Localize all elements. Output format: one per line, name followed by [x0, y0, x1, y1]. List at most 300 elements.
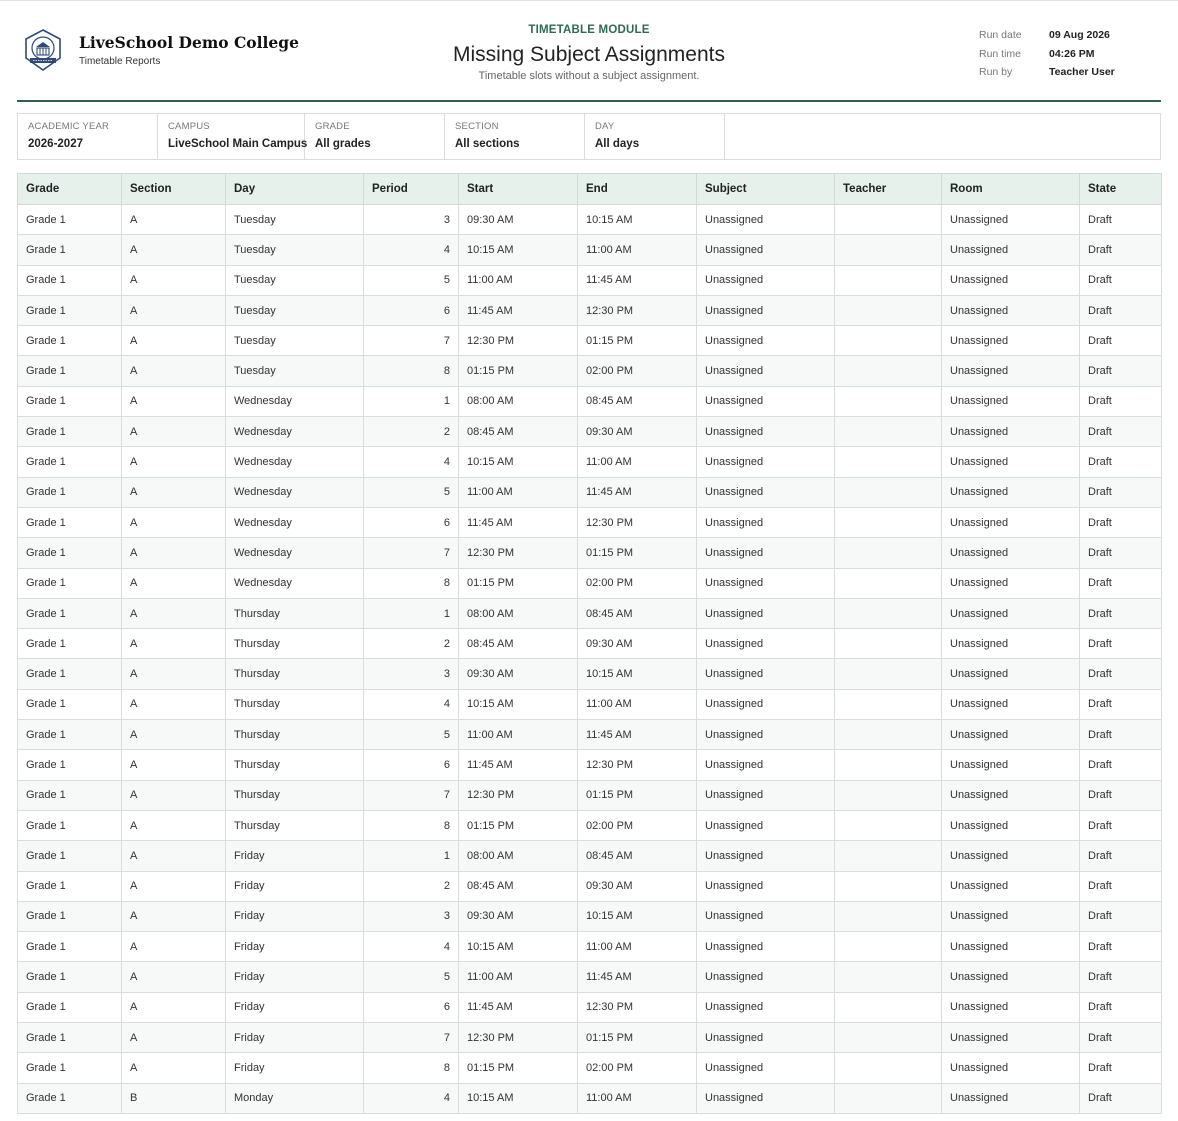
- section-cell: A: [122, 568, 226, 598]
- day-cell: Thursday: [226, 810, 364, 840]
- table-row[interactable]: [18, 417, 1162, 447]
- end-cell: 08:45 AM: [578, 841, 697, 871]
- teacher-cell: [835, 447, 942, 477]
- table-row[interactable]: [18, 568, 1162, 598]
- grade-cell: Grade 1: [18, 659, 122, 689]
- section-cell: A: [122, 295, 226, 325]
- day-cell: Tuesday: [226, 356, 364, 386]
- teacher-cell: [835, 932, 942, 962]
- grade-cell: Grade 1: [18, 1023, 122, 1053]
- period-cell: 8: [364, 568, 459, 598]
- subject-cell: Unassigned: [697, 841, 835, 871]
- teacher-cell: [835, 750, 942, 780]
- period-cell: 8: [364, 356, 459, 386]
- day-cell: Tuesday: [226, 326, 364, 356]
- end-cell: 01:15 PM: [578, 538, 697, 568]
- day-cell: Thursday: [226, 598, 364, 628]
- table-row[interactable]: [18, 629, 1162, 659]
- start-cell: 12:30 PM: [459, 1023, 578, 1053]
- period-cell: 4: [364, 447, 459, 477]
- grade-cell: Grade 1: [18, 295, 122, 325]
- subject-cell: Unassigned: [697, 356, 835, 386]
- table-row[interactable]: [18, 507, 1162, 537]
- end-cell: 02:00 PM: [578, 356, 697, 386]
- end-cell: 12:30 PM: [578, 507, 697, 537]
- day-cell: Friday: [226, 1023, 364, 1053]
- room-cell: Unassigned: [942, 720, 1080, 750]
- period-cell: 2: [364, 629, 459, 659]
- table-row[interactable]: [18, 659, 1162, 689]
- end-cell: 11:00 AM: [578, 447, 697, 477]
- subject-cell: Unassigned: [697, 992, 835, 1022]
- period-cell: 8: [364, 1053, 459, 1083]
- state-cell: Draft: [1080, 992, 1162, 1022]
- table-row[interactable]: [18, 1023, 1162, 1053]
- state-cell: Draft: [1080, 1053, 1162, 1083]
- table-row[interactable]: [18, 538, 1162, 568]
- end-cell: 11:45 AM: [578, 720, 697, 750]
- state-cell: Draft: [1080, 659, 1162, 689]
- start-cell: 11:00 AM: [459, 477, 578, 507]
- start-cell: 01:15 PM: [459, 1053, 578, 1083]
- period-cell: 5: [364, 962, 459, 992]
- grade-cell: Grade 1: [18, 780, 122, 810]
- table-row[interactable]: [18, 992, 1162, 1022]
- day-cell: Tuesday: [226, 235, 364, 265]
- state-cell: Draft: [1080, 629, 1162, 659]
- teacher-cell: [835, 295, 942, 325]
- filter-section: [445, 114, 585, 159]
- subject-cell: Unassigned: [697, 417, 835, 447]
- teacher-cell: [835, 417, 942, 447]
- teacher-cell: [835, 689, 942, 719]
- grade-cell: Grade 1: [18, 417, 122, 447]
- table-row[interactable]: [18, 901, 1162, 931]
- state-cell: Draft: [1080, 1023, 1162, 1053]
- section-cell: A: [122, 538, 226, 568]
- state-cell: Draft: [1080, 295, 1162, 325]
- period-cell: 3: [364, 901, 459, 931]
- state-cell: Draft: [1080, 417, 1162, 447]
- room-cell: Unassigned: [942, 477, 1080, 507]
- start-cell: 01:15 PM: [459, 810, 578, 840]
- section-cell: A: [122, 720, 226, 750]
- subject-cell: Unassigned: [697, 386, 835, 416]
- table-header-row: [18, 174, 1162, 205]
- column-header-day[interactable]: Day: [226, 174, 364, 205]
- state-cell: Draft: [1080, 750, 1162, 780]
- grade-cell: Grade 1: [18, 326, 122, 356]
- period-cell: 2: [364, 417, 459, 447]
- section-cell: A: [122, 598, 226, 628]
- start-cell: 11:45 AM: [459, 992, 578, 1022]
- start-cell: 12:30 PM: [459, 538, 578, 568]
- state-cell: Draft: [1080, 205, 1162, 235]
- day-cell: Wednesday: [226, 538, 364, 568]
- table-row[interactable]: [18, 265, 1162, 295]
- start-cell: 08:45 AM: [459, 629, 578, 659]
- start-cell: 08:45 AM: [459, 417, 578, 447]
- teacher-cell: [835, 568, 942, 598]
- start-cell: 10:15 AM: [459, 235, 578, 265]
- filter-value: LiveSchool Main Campus: [168, 138, 308, 150]
- room-cell: Unassigned: [942, 810, 1080, 840]
- teacher-cell: [835, 659, 942, 689]
- table-row[interactable]: [18, 235, 1162, 265]
- room-cell: Unassigned: [942, 932, 1080, 962]
- section-cell: A: [122, 901, 226, 931]
- day-cell: Friday: [226, 962, 364, 992]
- period-cell: 4: [364, 932, 459, 962]
- room-cell: Unassigned: [942, 780, 1080, 810]
- school-name: LiveSchool Demo College: [79, 32, 299, 52]
- grade-cell: Grade 1: [18, 386, 122, 416]
- grade-cell: Grade 1: [18, 992, 122, 1022]
- end-cell: 08:45 AM: [578, 598, 697, 628]
- state-cell: Draft: [1080, 507, 1162, 537]
- report-page: [17, 0, 1161, 1105]
- table-row[interactable]: [18, 477, 1162, 507]
- day-cell: Thursday: [226, 780, 364, 810]
- teacher-cell: [835, 356, 942, 386]
- day-cell: Friday: [226, 841, 364, 871]
- table-row[interactable]: [18, 205, 1162, 235]
- grade-cell: Grade 1: [18, 871, 122, 901]
- section-cell: A: [122, 417, 226, 447]
- column-header-period[interactable]: Period: [364, 174, 459, 205]
- room-cell: Unassigned: [942, 235, 1080, 265]
- room-cell: Unassigned: [942, 205, 1080, 235]
- column-header-grade[interactable]: Grade: [18, 174, 122, 205]
- period-cell: 4: [364, 1083, 459, 1113]
- end-cell: 10:15 AM: [578, 901, 697, 931]
- end-cell: 01:15 PM: [578, 326, 697, 356]
- start-cell: 11:45 AM: [459, 295, 578, 325]
- state-cell: Draft: [1080, 932, 1162, 962]
- end-cell: 11:45 AM: [578, 265, 697, 295]
- run-date-value: 09 Aug 2026: [1049, 29, 1110, 42]
- subject-cell: Unassigned: [697, 689, 835, 719]
- state-cell: Draft: [1080, 447, 1162, 477]
- start-cell: 08:00 AM: [459, 386, 578, 416]
- teacher-cell: [835, 1023, 942, 1053]
- day-cell: Tuesday: [226, 295, 364, 325]
- section-cell: A: [122, 447, 226, 477]
- state-cell: Draft: [1080, 568, 1162, 598]
- grade-cell: Grade 1: [18, 689, 122, 719]
- start-cell: 09:30 AM: [459, 659, 578, 689]
- table-row[interactable]: [18, 447, 1162, 477]
- teacher-cell: [835, 992, 942, 1022]
- report-group: Timetable Reports: [79, 55, 161, 67]
- grade-cell: Grade 1: [18, 720, 122, 750]
- subject-cell: Unassigned: [697, 780, 835, 810]
- period-cell: 1: [364, 598, 459, 628]
- table-row[interactable]: [18, 871, 1162, 901]
- column-header-teacher[interactable]: Teacher: [835, 174, 942, 205]
- day-cell: Friday: [226, 1053, 364, 1083]
- room-cell: Unassigned: [942, 598, 1080, 628]
- state-cell: Draft: [1080, 1083, 1162, 1113]
- table-row[interactable]: [18, 1053, 1162, 1083]
- period-cell: 7: [364, 780, 459, 810]
- teacher-cell: [835, 538, 942, 568]
- room-cell: Unassigned: [942, 901, 1080, 931]
- subject-cell: Unassigned: [697, 235, 835, 265]
- start-cell: 12:30 PM: [459, 780, 578, 810]
- period-cell: 4: [364, 689, 459, 719]
- start-cell: 10:15 AM: [459, 932, 578, 962]
- run-time-row: [979, 45, 1115, 64]
- filter-summary: [17, 113, 1161, 160]
- state-cell: Draft: [1080, 326, 1162, 356]
- start-cell: 10:15 AM: [459, 1083, 578, 1113]
- run-by-value: Teacher User: [1049, 66, 1115, 79]
- teacher-cell: [835, 205, 942, 235]
- teacher-cell: [835, 962, 942, 992]
- table-row[interactable]: [18, 810, 1162, 840]
- subject-cell: Unassigned: [697, 205, 835, 235]
- room-cell: Unassigned: [942, 1053, 1080, 1083]
- section-cell: A: [122, 386, 226, 416]
- state-cell: Draft: [1080, 235, 1162, 265]
- missing-assignments-table: [17, 173, 1161, 1114]
- teacher-cell: [835, 326, 942, 356]
- module-label: TIMETABLE MODULE: [528, 24, 650, 36]
- room-cell: Unassigned: [942, 1083, 1080, 1113]
- period-cell: 8: [364, 810, 459, 840]
- grade-cell: Grade 1: [18, 598, 122, 628]
- period-cell: 7: [364, 326, 459, 356]
- column-header-subject[interactable]: Subject: [697, 174, 835, 205]
- teacher-cell: [835, 841, 942, 871]
- section-cell: A: [122, 780, 226, 810]
- period-cell: 4: [364, 235, 459, 265]
- grade-cell: Grade 1: [18, 265, 122, 295]
- period-cell: 1: [364, 841, 459, 871]
- table-row[interactable]: [18, 720, 1162, 750]
- start-cell: 01:15 PM: [459, 356, 578, 386]
- period-cell: 7: [364, 538, 459, 568]
- day-cell: Thursday: [226, 659, 364, 689]
- end-cell: 02:00 PM: [578, 1053, 697, 1083]
- filter-label: SECTION: [455, 121, 499, 132]
- subject-cell: Unassigned: [697, 295, 835, 325]
- section-cell: A: [122, 962, 226, 992]
- end-cell: 09:30 AM: [578, 417, 697, 447]
- subject-cell: Unassigned: [697, 810, 835, 840]
- period-cell: 2: [364, 871, 459, 901]
- filter-label: DAY: [595, 121, 615, 132]
- run-date-row: [979, 26, 1115, 45]
- run-meta: [979, 26, 1115, 82]
- teacher-cell: [835, 871, 942, 901]
- table-row[interactable]: [18, 750, 1162, 780]
- day-cell: Thursday: [226, 629, 364, 659]
- table-row[interactable]: [18, 689, 1162, 719]
- filter-value: All sections: [455, 138, 520, 150]
- column-header-room[interactable]: Room: [942, 174, 1080, 205]
- grade-cell: Grade 1: [18, 629, 122, 659]
- subject-cell: Unassigned: [697, 568, 835, 598]
- filter-grade: [305, 114, 445, 159]
- teacher-cell: [835, 780, 942, 810]
- table-row[interactable]: [18, 356, 1162, 386]
- end-cell: 11:00 AM: [578, 235, 697, 265]
- table-row[interactable]: [18, 780, 1162, 810]
- filter-academic-year: [18, 114, 158, 159]
- filter-value: 2026-2027: [28, 138, 83, 150]
- grade-cell: Grade 1: [18, 750, 122, 780]
- start-cell: 11:45 AM: [459, 750, 578, 780]
- grade-cell: Grade 1: [18, 1083, 122, 1113]
- column-header-end[interactable]: End: [578, 174, 697, 205]
- grade-cell: Grade 1: [18, 568, 122, 598]
- teacher-cell: [835, 507, 942, 537]
- subject-cell: Unassigned: [697, 1023, 835, 1053]
- room-cell: Unassigned: [942, 507, 1080, 537]
- state-cell: Draft: [1080, 810, 1162, 840]
- table-row[interactable]: [18, 932, 1162, 962]
- teacher-cell: [835, 265, 942, 295]
- table-row[interactable]: [18, 962, 1162, 992]
- section-cell: A: [122, 932, 226, 962]
- end-cell: 08:45 AM: [578, 386, 697, 416]
- run-by-row: [979, 63, 1115, 82]
- room-cell: Unassigned: [942, 265, 1080, 295]
- state-cell: Draft: [1080, 538, 1162, 568]
- table-row[interactable]: [18, 1083, 1162, 1113]
- grade-cell: Grade 1: [18, 538, 122, 568]
- filter-value: All days: [595, 138, 640, 150]
- day-cell: Friday: [226, 932, 364, 962]
- column-header-section[interactable]: Section: [122, 174, 226, 205]
- start-cell: 10:15 AM: [459, 447, 578, 477]
- subject-cell: Unassigned: [697, 507, 835, 537]
- room-cell: Unassigned: [942, 750, 1080, 780]
- filter-value: All grades: [315, 138, 371, 150]
- grade-cell: Grade 1: [18, 932, 122, 962]
- teacher-cell: [835, 1083, 942, 1113]
- start-cell: 08:00 AM: [459, 598, 578, 628]
- day-cell: Wednesday: [226, 568, 364, 598]
- filter-label: ACADEMIC YEAR: [28, 121, 110, 132]
- grade-cell: Grade 1: [18, 841, 122, 871]
- room-cell: Unassigned: [942, 871, 1080, 901]
- end-cell: 10:15 AM: [578, 659, 697, 689]
- period-cell: 3: [364, 205, 459, 235]
- day-cell: Tuesday: [226, 265, 364, 295]
- section-cell: A: [122, 205, 226, 235]
- teacher-cell: [835, 1053, 942, 1083]
- day-cell: Monday: [226, 1083, 364, 1113]
- start-cell: 11:00 AM: [459, 720, 578, 750]
- day-cell: Friday: [226, 871, 364, 901]
- section-cell: A: [122, 689, 226, 719]
- room-cell: Unassigned: [942, 629, 1080, 659]
- start-cell: 11:45 AM: [459, 507, 578, 537]
- page-subtitle: Timetable slots without a subject assignment.: [478, 70, 700, 82]
- table-row[interactable]: [18, 326, 1162, 356]
- subject-cell: Unassigned: [697, 1083, 835, 1113]
- end-cell: 12:30 PM: [578, 992, 697, 1022]
- room-cell: Unassigned: [942, 538, 1080, 568]
- state-cell: Draft: [1080, 477, 1162, 507]
- period-cell: 1: [364, 386, 459, 416]
- end-cell: 11:00 AM: [578, 932, 697, 962]
- day-cell: Thursday: [226, 720, 364, 750]
- period-cell: 5: [364, 720, 459, 750]
- end-cell: 01:15 PM: [578, 780, 697, 810]
- subject-cell: Unassigned: [697, 598, 835, 628]
- section-cell: A: [122, 629, 226, 659]
- grade-cell: Grade 1: [18, 507, 122, 537]
- room-cell: Unassigned: [942, 568, 1080, 598]
- end-cell: 09:30 AM: [578, 871, 697, 901]
- table-row[interactable]: [18, 295, 1162, 325]
- state-cell: Draft: [1080, 962, 1162, 992]
- start-cell: 08:45 AM: [459, 871, 578, 901]
- column-header-start[interactable]: Start: [459, 174, 578, 205]
- day-cell: Wednesday: [226, 507, 364, 537]
- day-cell: Friday: [226, 992, 364, 1022]
- room-cell: Unassigned: [942, 295, 1080, 325]
- grade-cell: Grade 1: [18, 205, 122, 235]
- day-cell: Thursday: [226, 689, 364, 719]
- table-row[interactable]: [18, 598, 1162, 628]
- grade-cell: Grade 1: [18, 235, 122, 265]
- filter-day: [585, 114, 725, 159]
- section-cell: A: [122, 477, 226, 507]
- filter-campus: [158, 114, 308, 159]
- day-cell: Wednesday: [226, 477, 364, 507]
- end-cell: 02:00 PM: [578, 568, 697, 598]
- period-cell: 5: [364, 477, 459, 507]
- section-cell: A: [122, 1023, 226, 1053]
- state-cell: Draft: [1080, 720, 1162, 750]
- end-cell: 02:00 PM: [578, 810, 697, 840]
- period-cell: 6: [364, 750, 459, 780]
- room-cell: Unassigned: [942, 992, 1080, 1022]
- end-cell: 11:45 AM: [578, 477, 697, 507]
- state-cell: Draft: [1080, 901, 1162, 931]
- end-cell: 01:15 PM: [578, 1023, 697, 1053]
- period-cell: 5: [364, 265, 459, 295]
- table-row[interactable]: [18, 386, 1162, 416]
- day-cell: Wednesday: [226, 386, 364, 416]
- filter-label: CAMPUS: [168, 121, 210, 132]
- section-cell: A: [122, 235, 226, 265]
- subject-cell: Unassigned: [697, 326, 835, 356]
- day-cell: Tuesday: [226, 205, 364, 235]
- section-cell: B: [122, 1083, 226, 1113]
- table-row[interactable]: [18, 841, 1162, 871]
- subject-cell: Unassigned: [697, 901, 835, 931]
- section-cell: A: [122, 659, 226, 689]
- room-cell: Unassigned: [942, 326, 1080, 356]
- section-cell: A: [122, 507, 226, 537]
- subject-cell: Unassigned: [697, 962, 835, 992]
- report-header: [17, 0, 1161, 102]
- teacher-cell: [835, 720, 942, 750]
- state-cell: Draft: [1080, 780, 1162, 810]
- subject-cell: Unassigned: [697, 477, 835, 507]
- room-cell: Unassigned: [942, 659, 1080, 689]
- subject-cell: Unassigned: [697, 720, 835, 750]
- grade-cell: Grade 1: [18, 477, 122, 507]
- room-cell: Unassigned: [942, 689, 1080, 719]
- column-header-state[interactable]: State: [1080, 174, 1162, 205]
